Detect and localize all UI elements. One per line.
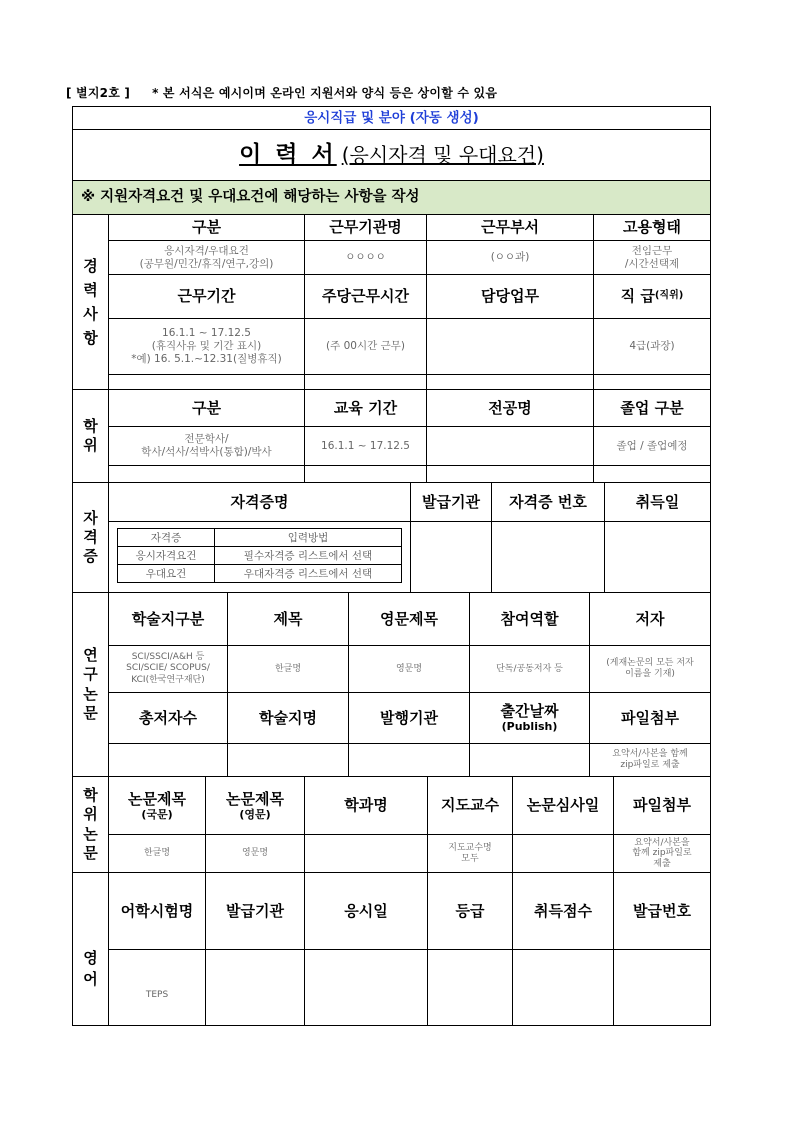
- career-rank-value[interactable]: 4급(과장): [629, 340, 675, 353]
- degree-header-graduation: 졸업 구분: [620, 398, 684, 417]
- form-note-text: * 본 서식은 예시이며 온라인 지원서와 양식 등은 상이할 수 있음: [152, 86, 498, 100]
- cert-guide-cell: 우대자격증 리스트에서 선택: [215, 565, 402, 583]
- research-total-authors-value[interactable]: [109, 744, 227, 776]
- thesis-header-title-kr: 논문제목 (국문): [128, 789, 186, 821]
- career-employment-value[interactable]: 전임근무 /시간선택제: [624, 244, 680, 270]
- cert-guide-row: [118, 529, 402, 547]
- career-org-value[interactable]: ㅇㅇㅇㅇ: [345, 251, 386, 264]
- career-header-period: 근무기간: [177, 287, 236, 306]
- research-header-role: 참여역할: [500, 609, 559, 628]
- cert-date-value[interactable]: [605, 522, 710, 592]
- language-header-score: 취득점수: [534, 901, 592, 920]
- degree-section-label: 학 위: [83, 416, 98, 454]
- career-duty-value[interactable]: [427, 319, 593, 374]
- language-section-label: 영 어: [83, 949, 98, 988]
- research-attach-value[interactable]: 요약서/사본을 함께 zip파일로 제출: [612, 749, 688, 770]
- career-header-employment: 고용형태: [623, 218, 681, 237]
- language-header-grade: 등급: [455, 901, 485, 920]
- career-header-rank: 직 급 (직위): [620, 287, 684, 306]
- research-header-authors: 저자: [635, 609, 665, 628]
- cert-issuer-value[interactable]: [411, 522, 491, 592]
- career-dept-value[interactable]: (ㅇㅇ과): [490, 251, 530, 264]
- cert-guide-row: [118, 547, 402, 565]
- degree-major-value[interactable]: [427, 427, 593, 465]
- language-issuer-value[interactable]: [206, 950, 304, 1025]
- language-header-issue-number: 발급번호: [633, 901, 691, 920]
- language-test-value[interactable]: TEPS: [145, 990, 169, 1001]
- language-header-test: 어학시험명: [120, 901, 194, 920]
- cert-guide-cell: 필수자격증 리스트에서 선택: [215, 547, 402, 565]
- career-header-dept: 근무부서: [481, 218, 539, 237]
- thesis-review-date-value[interactable]: [513, 835, 613, 872]
- research-title-value[interactable]: 한글명: [274, 663, 302, 674]
- degree-graduation-value[interactable]: 졸업 / 졸업예정: [616, 439, 688, 452]
- thesis-attach-value[interactable]: 요약서/사본을 함께 zip파일로 제출: [632, 837, 692, 869]
- form-note: [66, 84, 497, 101]
- career-header-org: 근무기관명: [329, 218, 402, 237]
- cert-header-date: 취득일: [635, 492, 680, 511]
- language-test-date-value[interactable]: [305, 950, 427, 1025]
- resume-table: [72, 106, 711, 1026]
- degree-period-value[interactable]: 16.1.1 ~ 17.12.5: [321, 439, 410, 452]
- career-section-label: 경 력 사 항: [83, 257, 98, 347]
- instruction-text: ※ 지원자격요건 및 우대요건에 해당하는 사항을 작성: [81, 188, 420, 205]
- language-issue-number-value[interactable]: [614, 950, 710, 1025]
- thesis-header-dept: 학과명: [344, 796, 388, 815]
- cert-section-label: 자 격 증: [83, 509, 98, 565]
- field-label: 응시직급 및 분야 (자동 생성): [304, 109, 479, 126]
- research-header-english-title: 영문제목: [380, 609, 438, 628]
- language-header-test-date: 응시일: [344, 901, 388, 920]
- degree-header-major: 전공명: [488, 398, 532, 417]
- cert-guide-cell: 응시자격요건: [118, 547, 215, 565]
- career-weekly-hours-value[interactable]: (주 00시간 근무): [326, 340, 405, 353]
- cert-header-name: 자격증명: [230, 492, 289, 511]
- research-header-total-authors: 총저자수: [139, 708, 197, 727]
- title-sub: (응시자격 및 우대요건): [341, 142, 544, 167]
- thesis-header-review-date: 논문심사일: [526, 796, 600, 815]
- cert-guide-cell: 입력방법: [215, 529, 402, 547]
- research-header-journal-type: 학술지구분: [131, 609, 205, 628]
- cert-header-number: 자격증 번호: [509, 492, 587, 511]
- career-category-value[interactable]: 응시자격/우대요건 (공무원/민간/휴직/연구,강의): [139, 244, 274, 270]
- research-header-attach: 파일첨부: [621, 708, 679, 727]
- research-header-pub-date: 출간날짜 (Publish): [500, 702, 559, 734]
- language-score-value[interactable]: [513, 950, 613, 1025]
- research-section-label: 연 구 논 문: [83, 645, 98, 722]
- career-header-duty: 담당업무: [481, 287, 539, 306]
- language-grade-value[interactable]: [428, 950, 512, 1025]
- degree-header-category: 구분: [192, 398, 221, 417]
- form-number: [ 별지2호 ]: [66, 86, 131, 100]
- research-header-publisher: 발행기관: [380, 708, 438, 727]
- research-journal-name-value[interactable]: [228, 744, 348, 776]
- cert-guide-cell: 우대요건: [118, 565, 215, 583]
- thesis-header-title-en: 논문제목 (영문): [226, 789, 284, 821]
- career-period-value[interactable]: 16.1.1 ~ 17.12.5 (휴직사유 및 기간 표시) *예) 16. 5.1.~12.31(질병휴직): [131, 327, 282, 365]
- research-english-title-value[interactable]: 영문명: [395, 663, 423, 674]
- thesis-dept-value[interactable]: [305, 835, 427, 872]
- thesis-advisor-value[interactable]: 지도교수명 모두: [448, 842, 492, 864]
- degree-header-period: 교육 기간: [333, 398, 398, 417]
- page-title: [73, 130, 710, 180]
- research-authors-value[interactable]: (게재논문의 모든 저자 이름을 기재): [606, 658, 694, 679]
- research-role-value[interactable]: 단독/공동저자 등: [496, 663, 563, 674]
- career-header-category: 구분: [192, 218, 221, 237]
- thesis-section-label: 학 위 논 문: [83, 785, 98, 862]
- thesis-header-attach: 파일첨부: [633, 796, 691, 815]
- cert-header-issuer: 발급기관: [422, 492, 480, 511]
- research-header-journal-name: 학술지명: [259, 708, 317, 727]
- thesis-title-en-value[interactable]: 영문명: [241, 848, 269, 859]
- title-main: 이 력 서: [239, 141, 337, 168]
- cert-guide-cell: 자격증: [118, 529, 215, 547]
- degree-category-value[interactable]: 전문학사/ 학사/석사/석박사(통합)/박사: [141, 433, 272, 458]
- research-journal-type-value[interactable]: SCI/SSCI/A&H 등 SCI/SCIE/ SCOPUS/ KCI(한국연구재단): [126, 652, 210, 685]
- cert-number-value[interactable]: [492, 522, 604, 592]
- language-header-issuer: 발급기관: [226, 901, 284, 920]
- thesis-title-kr-value[interactable]: 한글명: [143, 848, 171, 859]
- thesis-header-advisor: 지도교수: [441, 796, 499, 815]
- cert-guide-row: [118, 565, 402, 583]
- research-publisher-value[interactable]: [349, 744, 469, 776]
- research-header-title: 제목: [273, 609, 303, 628]
- research-pub-date-value[interactable]: [470, 744, 589, 776]
- career-header-weekly-hours: 주당근무시간: [322, 287, 409, 306]
- cert-input-guide: [117, 528, 402, 583]
